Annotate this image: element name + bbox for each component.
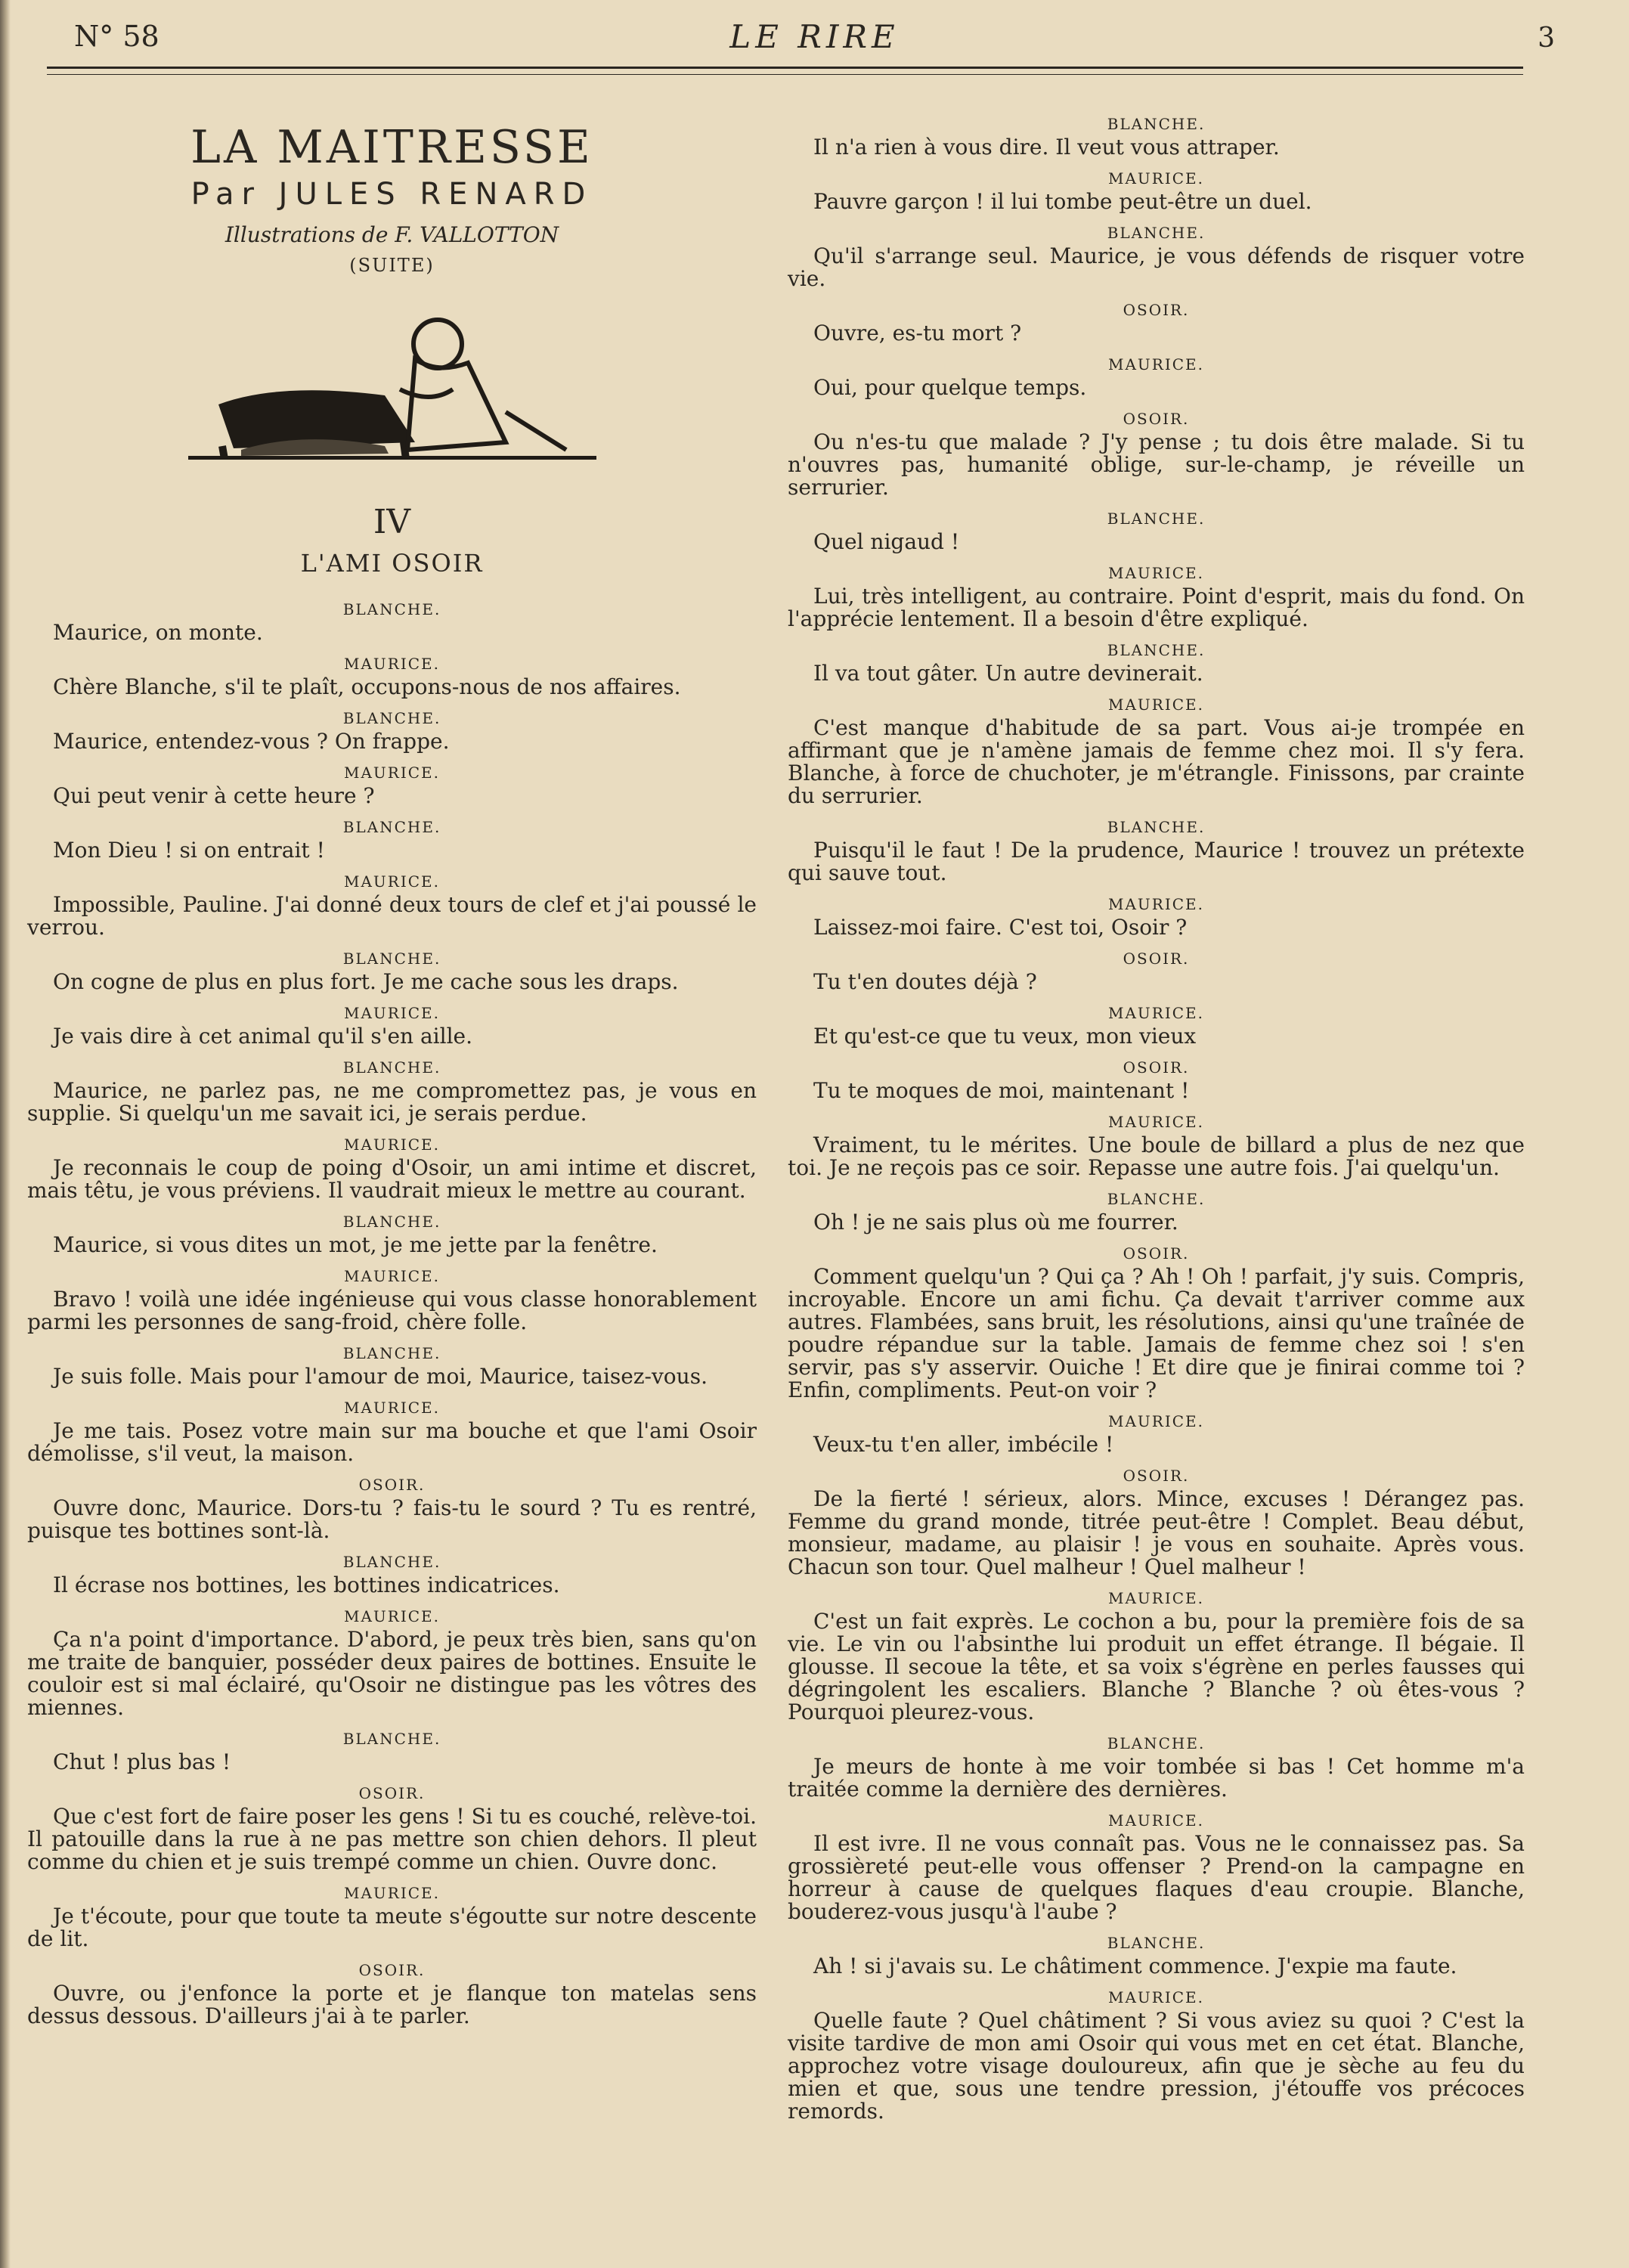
speaker-name: OSOIR.: [1123, 1244, 1190, 1263]
dialogue-line: Pauvre garçon ! il lui tombe peut-être un duel.: [813, 189, 1312, 214]
dialogue-line: Tu te moques de moi, maintenant !: [813, 1078, 1190, 1103]
speaker-name: BLANCHE.: [1107, 1190, 1206, 1208]
dialogue-line: Ça n'a point d'importance. D'abord, je peux très bien, sans qu'on me traite de banquier, posséder deux paires de bottines. Ensuite le couloir est si mal éclairé, qu'Osoir ne distingue pas les vôtres des miennes.: [27, 1627, 757, 1720]
dialogue-line: Je reconnais le coup de poing d'Osoir, un ami intime et discret, mais têtu, je vous préviens. Il vaudrait mieux le mettre au courant.: [27, 1155, 757, 1203]
dialogue-line: Il est ivre. Il ne vous connaît pas. Vous ne le connaissez pas. Sa grossièreté peut-elle vous offenser ? Prend-on la campagne en horreur à cause de quelques flaques d'eau croupie. Blanche, bouderez-vous jusqu'à l'aube ?: [788, 1831, 1525, 1924]
dialogue-line: Il n'a rien à vous dire. Il veut vous attraper.: [813, 135, 1280, 160]
speaker-name: BLANCHE.: [342, 1058, 441, 1077]
speaker-name: MAURICE.: [344, 1136, 440, 1154]
speaker-name: BLANCHE.: [342, 1730, 441, 1748]
header-rule: [47, 67, 1523, 69]
speaker-name: OSOIR.: [1123, 950, 1190, 968]
dialogue-line: Maurice, si vous dites un mot, je me jette par la fenêtre.: [53, 1232, 658, 1257]
page-number: 3: [1538, 23, 1555, 54]
dialogue-line: Et qu'est-ce que tu veux, mon vieux: [813, 1024, 1197, 1049]
speaker-name: OSOIR.: [1123, 1467, 1190, 1485]
dialogue-line: Il va tout gâter. Un autre devinerait.: [813, 661, 1203, 686]
speaker-name: BLANCHE.: [1107, 510, 1206, 528]
speaker-name: BLANCHE.: [1107, 1934, 1206, 1952]
article-author: Par JULES RENARD: [190, 177, 593, 212]
dialogue-line: Quelle faute ? Quel châtiment ? Si vous aviez su quoi ? C'est la visite tardive de mon ami Osoir qui vous met en cet état. Blanche, approchez votre visage douloureux, afin que je sèche au feu du mien et que, sous une tendre pression, j'étouffe vos précoces remords.: [788, 2008, 1525, 2124]
dialogue-line: C'est manque d'habitude de sa part. Vous ai-je trompée en affirmant que je n'amène jamais de femme chez moi. Il s'y fera. Blanche, à force de chuchoter, je m'étrangle. Finissons, par crainte du serrurier.: [788, 715, 1525, 808]
dialogue-line: Tu t'en doutes déjà ?: [813, 969, 1037, 994]
right-dialogue: [788, 115, 1525, 2123]
dialogue-line: Ou n'es-tu que malade ? J'y pense ; tu dois être malade. Si tu n'ouvres pas, humanité oblige, sur-le-champ, je réveille un serrurier.: [788, 429, 1525, 500]
dialogue-line: Ouvre, ou j'enfonce la porte et je flanque ton matelas sens dessus dessous. D'ailleurs j'ai à te parler.: [27, 1981, 757, 2028]
dialogue-line: Je t'écoute, pour que toute ta meute s'égoutte sur notre descente de lit.: [27, 1904, 757, 1951]
speaker-name: MAURICE.: [344, 1004, 440, 1022]
dialogue-line: Impossible, Pauline. J'ai donné deux tours de clef et j'ai poussé le verrou.: [27, 892, 757, 940]
speaker-name: OSOIR.: [358, 1961, 426, 1979]
dialogue-line: Lui, très intelligent, au contraire. Point d'esprit, mais du fond. On l'apprécie lentement. Il a besoin d'être expliqué.: [788, 584, 1525, 631]
speaker-name: BLANCHE.: [1107, 1734, 1206, 1752]
speaker-name: MAURICE.: [1108, 1988, 1204, 2006]
speaker-name: BLANCHE.: [342, 600, 441, 618]
speaker-name: MAURICE.: [1108, 169, 1204, 187]
speaker-name: MAURICE.: [344, 1399, 440, 1417]
article-title: LA MAITRESSE: [190, 121, 593, 174]
dialogue-line: Chère Blanche, s'il te plaît, occupons-nous de nos affaires.: [53, 674, 681, 699]
dialogue-line: Quel nigaud !: [813, 529, 960, 554]
speaker-name: MAURICE.: [1108, 1113, 1204, 1131]
dialogue-line: Ouvre, es-tu mort ?: [813, 321, 1022, 345]
dialogue-line: C'est un fait exprès. Le cochon a bu, pour la première fois de sa vie. Le vin ou l'absinthe lui produit un effet étrange. Il bégaie. Il glousse. Il secoue la tête, et sa voix s'égrène en perles fausses qui dégringolent les escaliers. Blanche ? Blanche ? où êtes-vous ? Pourquoi pleurez-vous.: [788, 1609, 1525, 1724]
speaker-name: MAURICE.: [344, 764, 440, 782]
dialogue-line: Mon Dieu ! si on entrait !: [53, 838, 325, 863]
suite-label: (SUITE): [349, 255, 435, 276]
dialogue-line: Je me tais. Posez votre main sur ma bouche et que l'ami Osoir démolisse, s'il veut, la maison.: [27, 1418, 757, 1466]
speaker-name: MAURICE.: [344, 872, 440, 891]
speaker-name: MAURICE.: [1108, 895, 1204, 913]
speaker-name: OSOIR.: [1123, 301, 1190, 319]
speaker-name: BLANCHE.: [342, 1344, 441, 1362]
left-dialogue: [27, 600, 757, 2028]
speaker-name: MAURICE.: [1108, 564, 1204, 582]
article-heading: [27, 121, 757, 578]
speaker-name: MAURICE.: [1108, 1811, 1204, 1830]
dialogue-line: Maurice, ne parlez pas, ne me compromettez pas, je vous en supplie. Si quelqu'un me savait ici, je serais perdue.: [27, 1078, 757, 1126]
page-header: [45, 14, 1584, 67]
page-edge-shadow: [0, 0, 11, 2268]
dialogue-line: Puisqu'il le faut ! De la prudence, Maurice ! trouvez un prétexte qui sauve tout.: [788, 838, 1525, 885]
chapter-number: IV: [373, 503, 411, 541]
speaker-name: BLANCHE.: [342, 1213, 441, 1231]
journal-title: LE RIRE: [729, 18, 900, 55]
dialogue-line: Je meurs de honte à me voir tombée si bas ! Cet homme m'a traitée comme la dernière des dernières.: [788, 1754, 1525, 1802]
dialogue-line: Il écrase nos bottines, les bottines indicatrices.: [53, 1572, 560, 1597]
dialogue-line: Maurice, on monte.: [53, 620, 263, 645]
dialogue-line: Je suis folle. Mais pour l'amour de moi, Maurice, taisez-vous.: [53, 1364, 708, 1389]
speaker-name: MAURICE.: [344, 655, 440, 673]
speaker-name: BLANCHE.: [1107, 641, 1206, 659]
speaker-name: BLANCHE.: [1107, 115, 1206, 133]
dialogue-line: Veux-tu t'en aller, imbécile !: [813, 1432, 1114, 1457]
speaker-name: MAURICE.: [1108, 1589, 1204, 1607]
speaker-name: OSOIR.: [358, 1784, 426, 1802]
dialogue-line: Ah ! si j'avais su. Le châtiment commence. J'expie ma faute.: [813, 1954, 1457, 1978]
dialogue-line: Qui peut venir à cette heure ?: [53, 783, 375, 808]
dialogue-line: On cogne de plus en plus fort. Je me cache sous les draps.: [53, 969, 679, 994]
speaker-name: MAURICE.: [1108, 1412, 1204, 1430]
dialogue-line: Comment quelqu'un ? Qui ça ? Ah ! Oh ! parfait, j'y suis. Compris, incroyable. Encore un ami fichu. Ça devait t'arriver comme aux autres. Flambées, sans bruit, les résolutions, ainsi qu'une traînée de poudre répandue sur la table. Jamais de femme chez soi ! s'en servir, pas s'y asservir. Ouiche ! Et dire que je finirai comme toi ? Enfin, compliments. Peut-on voir ?: [788, 1264, 1525, 1402]
dialogue-line: Bravo ! voilà une idée ingénieuse qui vous classe honorablement parmi les personnes de sang-froid, chère folle.: [27, 1287, 757, 1334]
dialogue-line: Je vais dire à cet animal qu'il s'en aille.: [53, 1024, 473, 1049]
speaker-name: OSOIR.: [1123, 410, 1190, 428]
speaker-name: BLANCHE.: [342, 818, 441, 836]
speaker-name: OSOIR.: [1123, 1058, 1190, 1077]
dialogue-line: Oui, pour quelque temps.: [813, 375, 1087, 400]
dialogue-line: De la fierté ! sérieux, alors. Mince, excuses ! Dérangez pas. Femme du grand monde, titrée peut-être ! Complet. Beau début, monsieur, madame, au plaisir ! je vous en souhaite. Après vous. Chacun son tour. Quel malheur ! Quel malheur !: [788, 1486, 1525, 1579]
dialogue-line: Vraiment, tu le mérites. Une boule de billard a plus de nez que toi. Je ne reçois pas ce soir. Repasse une autre fois. J'ai quelqu'un.: [788, 1132, 1525, 1180]
speaker-name: MAURICE.: [344, 1267, 440, 1285]
issue-number: N° 58: [74, 20, 159, 53]
speaker-name: MAURICE.: [344, 1607, 440, 1625]
speaker-name: MAURICE.: [1108, 1004, 1204, 1022]
speaker-name: BLANCHE.: [342, 1553, 441, 1571]
speaker-name: BLANCHE.: [342, 709, 441, 727]
dialogue-line: Maurice, entendez-vous ? On frappe.: [53, 729, 450, 754]
speaker-name: MAURICE.: [1108, 355, 1204, 373]
dialogue-line: Chut ! plus bas !: [53, 1749, 231, 1774]
speaker-name: BLANCHE.: [1107, 224, 1206, 242]
speaker-name: BLANCHE.: [342, 950, 441, 968]
speaker-name: MAURICE.: [1108, 696, 1204, 714]
chapter-title: L'AMI OSOIR: [300, 549, 484, 578]
dialogue-line: Oh ! je ne sais plus où me fourrer.: [813, 1210, 1178, 1235]
illustrator-credit: Illustrations de F. VALLOTTON: [225, 222, 559, 247]
left-column: [27, 98, 757, 2031]
header-rule-thin: [47, 74, 1523, 75]
dialogue-line: Que c'est fort de faire poser les gens ! Si tu es couché, relève-toi. Il patouille dans la rue à ne pas mettre son chien dehors. Il pleut comme du chien et je suis trempé comme un chien. Ouvre donc.: [27, 1804, 757, 1874]
dialogue-line: Laissez-moi faire. C'est toi, Osoir ?: [813, 915, 1188, 940]
right-column: [788, 104, 1525, 2126]
vignette-illustration: [188, 299, 596, 472]
dialogue-line: Qu'il s'arrange seul. Maurice, je vous défends de risquer votre vie.: [788, 243, 1525, 291]
dialogue-line: Ouvre donc, Maurice. Dors-tu ? fais-tu le sourd ? Tu es rentré, puisque tes bottines sont-là.: [27, 1495, 757, 1543]
speaker-name: MAURICE.: [344, 1884, 440, 1902]
speaker-name: BLANCHE.: [1107, 818, 1206, 836]
speaker-name: OSOIR.: [358, 1476, 426, 1494]
